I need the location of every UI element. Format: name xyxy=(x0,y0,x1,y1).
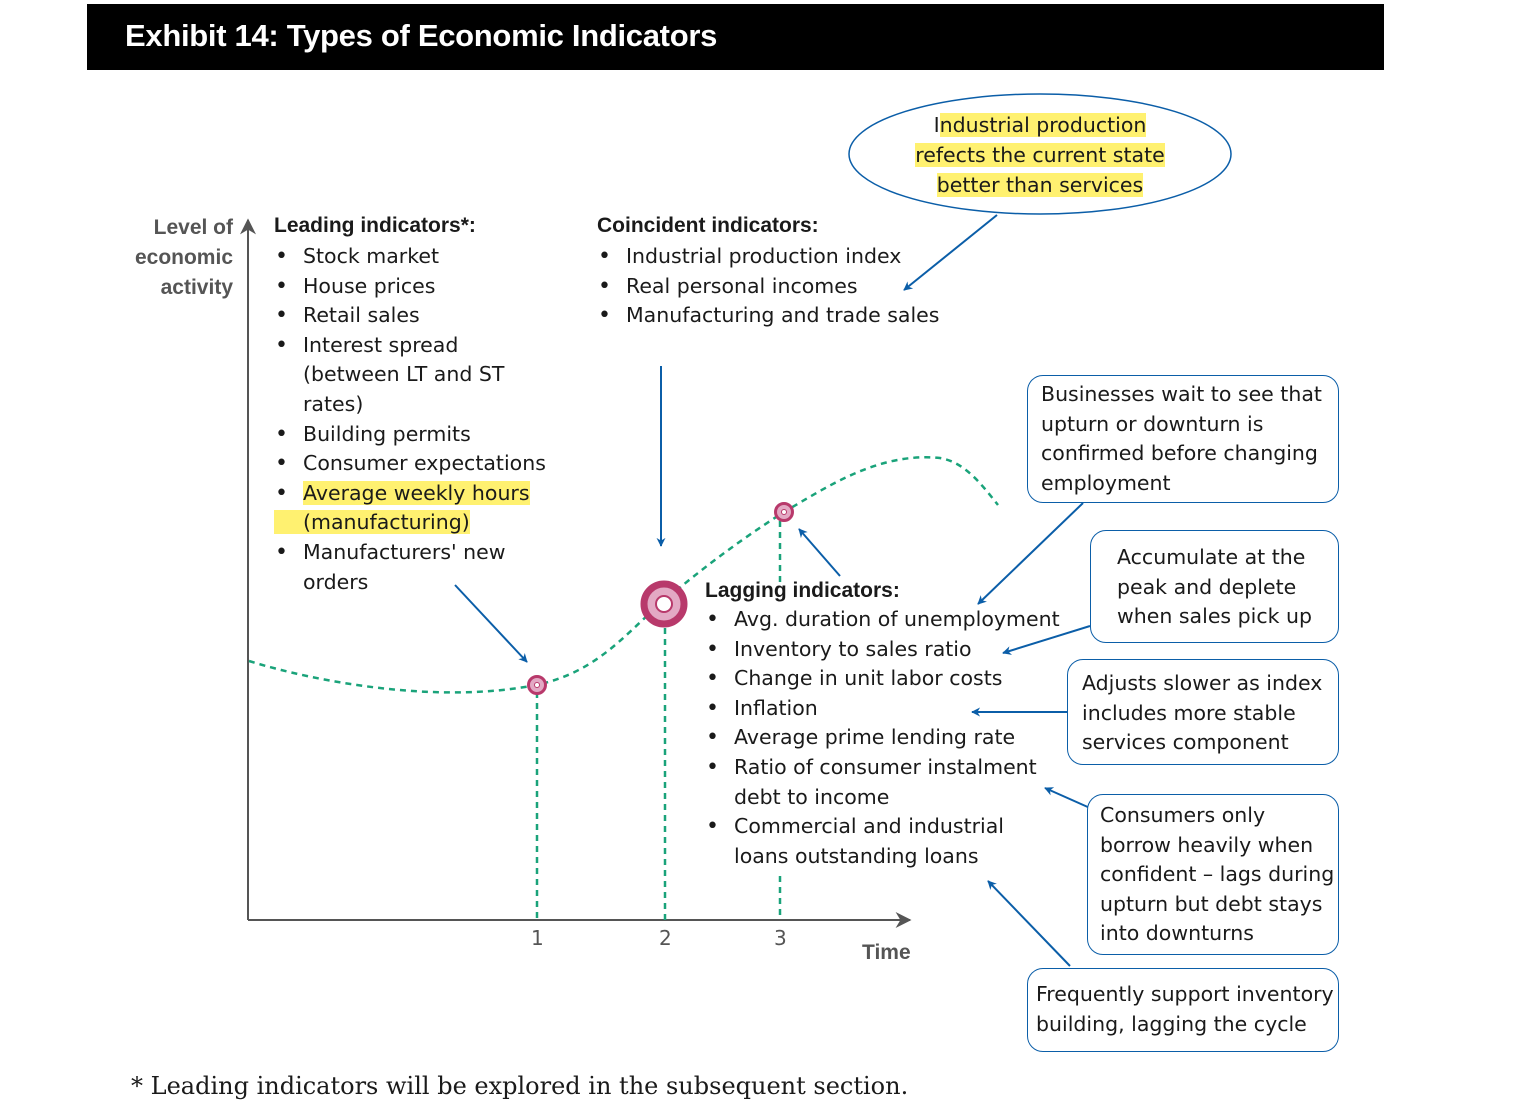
lagging-item: • Commercial and industrial loans outstanding loans xyxy=(705,812,1060,871)
consumer-debt-callout: Consumers only borrow heavily when confident – lags during upturn but debt stays into downturns xyxy=(1087,794,1339,955)
leading-item-highlighted: • Average weekly hours (manufacturing) xyxy=(274,479,546,538)
lagging-item: • Ratio of consumer instalment debt to income xyxy=(705,753,1060,812)
x-tick-1: 1 xyxy=(531,926,544,950)
inventory-callout: Accumulate at the peak and deplete when sales pick up xyxy=(1090,530,1339,643)
leading-heading: Leading indicators*: xyxy=(274,214,476,237)
employment-callout: Businesses wait to see that upturn or downturn is confirmed before changing employment xyxy=(1027,375,1339,503)
leading-item: • Manufacturers' new orders xyxy=(274,538,546,597)
exhibit-title: Exhibit 14: Types of Economic Indicators xyxy=(125,18,718,53)
coincident-item: • Industrial production index xyxy=(597,242,939,272)
leading-item: • Stock market xyxy=(274,242,546,272)
lagging-item: • Avg. duration of unemployment xyxy=(705,605,1060,635)
leading-item: • Building permits xyxy=(274,420,546,450)
lagging-item: • Inflation xyxy=(705,694,1060,724)
commercial-loans-arrow xyxy=(988,881,1070,966)
coincident-item: • Manufacturing and trade sales xyxy=(597,301,939,331)
x-axis-label: Time xyxy=(862,941,911,964)
coincident-point-marker xyxy=(644,584,684,624)
leading-item: • Retail sales xyxy=(274,301,546,331)
coincident-heading: Coincident indicators: xyxy=(597,214,819,237)
lagging-heading: Lagging indicators: xyxy=(705,579,900,602)
note-line: refects the current state xyxy=(915,143,1165,167)
y-axis-label-line: activity xyxy=(160,276,233,299)
leading-item: • Consumer expectations xyxy=(274,449,546,479)
y-axis-label-line: Level of xyxy=(153,216,233,239)
y-axis-label xyxy=(135,213,233,303)
note-line: Industrial production xyxy=(933,113,1147,137)
leading-item: • House prices xyxy=(274,272,546,302)
industrial-production-note xyxy=(849,110,1231,200)
lagging-arrow xyxy=(799,529,840,576)
coincident-indicators-block xyxy=(597,211,939,331)
commercial-loans-callout: Frequently support inventory building, lagging the cycle xyxy=(1027,968,1339,1052)
x-tick-2: 2 xyxy=(659,926,672,950)
note-line: better than services xyxy=(936,173,1144,197)
leading-point-marker xyxy=(529,677,546,694)
lagging-indicators-block xyxy=(705,576,1060,871)
x-tick-3: 3 xyxy=(774,926,787,950)
lagging-item: • Average prime lending rate xyxy=(705,723,1060,753)
lagging-item: • Inventory to sales ratio xyxy=(705,635,1060,665)
lagging-item: • Change in unit labor costs xyxy=(705,664,1060,694)
y-axis-label-line: economic xyxy=(134,246,233,269)
leading-item: • Interest spread (between LT and ST rates) xyxy=(274,331,546,420)
coincident-item: • Real personal incomes xyxy=(597,272,939,302)
inflation-callout: Adjusts slower as index includes more stable services component xyxy=(1067,659,1339,765)
leading-indicators-block xyxy=(274,211,546,597)
footnote: * Leading indicators will be explored in the subsequent section. xyxy=(131,1072,909,1100)
lagging-point-marker xyxy=(776,504,793,521)
